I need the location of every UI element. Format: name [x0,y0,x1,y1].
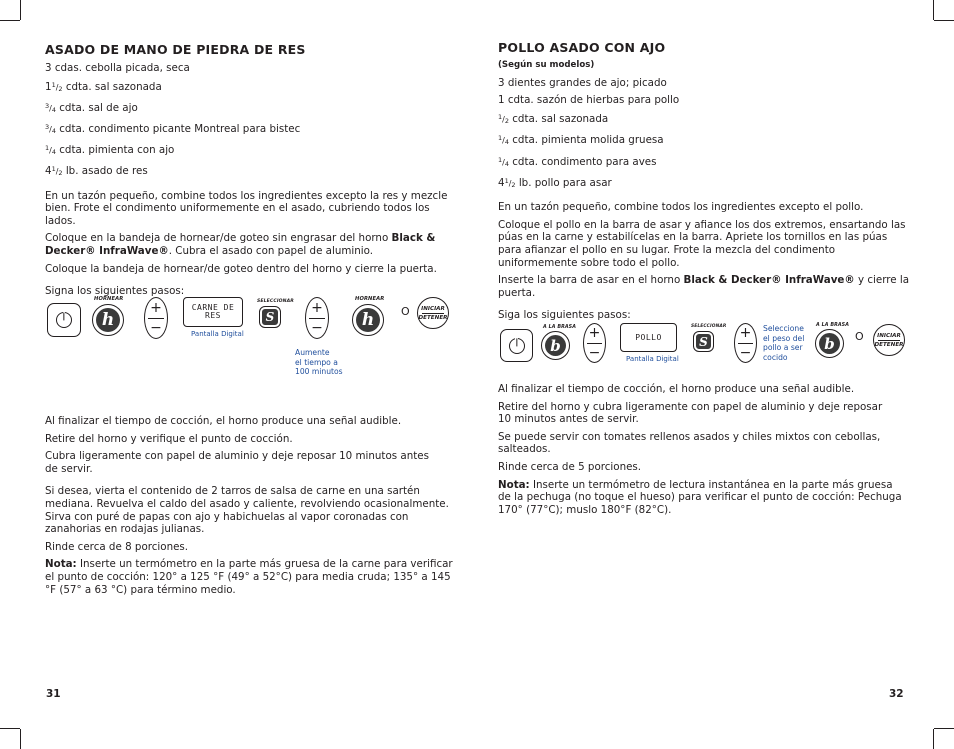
note-line: 100 minutos [295,367,343,376]
instruction-paragraph [45,450,455,475]
ingredient-item [45,62,455,75]
ingredient-text: lb. pollo para asar [515,176,612,189]
digital-display [620,323,677,352]
instruction-paragraph: Coloque la bandeja de hornear/de goteo dentro del horno y cierre la puerta. [45,262,437,275]
instruction-paragraph: Retire del horno y verifique el punto de cocción. [45,432,293,445]
roast-label: A LA BRASA [816,323,850,328]
instruction-paragraph: Se puede servir con tomates rellenos asados y chiles mixtos con cebollas, salteados. [498,430,881,456]
plus-icon: + [311,300,323,316]
fraction-denominator: 2 [58,169,63,178]
ingredient-amount: 1 [45,80,52,93]
recipe-title: ASADO DE MANO DE PIEDRA DE RES [45,42,306,57]
stop-label: DETENER [874,342,904,348]
crop-mark [934,728,954,729]
ingredient-list [45,62,455,180]
ingredient-amount: 4 [498,176,505,189]
right-recipe [498,40,913,327]
display-caption: Pantalla Digital [626,355,679,363]
ingredient-item [498,154,913,171]
note-line: el tiempo a [295,357,338,367]
ingredient-item [498,175,913,192]
fraction-numerator: 1 [504,176,509,185]
ingredient-item [45,163,455,180]
ingredient-text: cebolla picada, seca [81,61,190,74]
fraction-numerator: 1 [498,155,503,164]
divider [148,318,163,319]
divider [309,318,324,319]
plus-icon: + [588,325,601,341]
minus-icon: − [311,320,323,336]
fraction-numerator: 1 [498,113,503,122]
minus-icon: − [588,345,601,361]
bake-label: HORNEAR [94,296,124,302]
ingredient-text: cdta. pimienta con ajo [55,143,175,156]
ingredient-fraction: $^1/_2$ [51,165,63,178]
text-line: de servir. [45,462,93,475]
brand-name: Black & Decker® InfraWave® [683,274,855,287]
ingredient-amount: 4 [45,165,52,178]
instruction-paragraph: Signa los siguientes pasos: [45,285,185,298]
ingredient-text: cdta. sal de ajo [55,101,138,114]
ingredient-fraction: $^3/_4$ [45,122,56,135]
roast-knob-icon[interactable] [541,331,570,360]
fraction-denominator: 4 [504,138,509,147]
select-label: SELECCIONAR [691,324,727,329]
bake-knob-icon[interactable] [352,304,384,336]
crop-mark [20,729,21,749]
crop-mark [0,20,20,21]
instruction-paragraph: Al finalizar el tiempo de cocción, el horno produce una señal audible. [45,415,402,427]
instruction-paragraph: Si desea, vierta el contenido de 2 tarros de salsa de carne en una sartén mediana. Revuelva el caldo del asado y caliente, revolviendo ocasionalmente. Sirva con puré de papas con ajo y habichuelas al vapor coronadas con zanahorias en rodajas julianas. [45,485,449,536]
select-label: SELECCIONAR [257,299,294,304]
stop-label: DETENER [418,315,448,321]
ingredient-item [45,79,455,96]
plus-icon: + [739,325,752,341]
divider [878,340,901,341]
ingredient-text: lb. asado de res [62,165,148,178]
control-panel-right [498,320,913,370]
fraction-denominator: 2 [504,117,509,126]
bake-knob-icon[interactable] [92,304,124,336]
plus-icon: + [150,300,162,316]
ingredient-item [45,100,455,117]
instruction-paragraph [45,232,455,257]
start-label: INICIAR [877,333,901,339]
text-span: y cierre la puerta. [498,274,910,299]
ingredient-text: dientes grandes de ajo; picado [504,77,667,90]
display-caption: Pantalla Digital [191,330,244,338]
instruction-paragraph [498,401,913,426]
ingredient-item [498,77,913,90]
ingredient-fraction: $^1/_4$ [498,134,509,147]
bake-label: HORNEAR [355,296,385,302]
start-label: INICIAR [421,306,445,312]
ingredient-fraction: $^1/_2$ [51,80,63,93]
note-paragraph [45,558,455,596]
minus-icon: − [739,345,752,361]
ingredient-text: cdta. condimento picante Montreal para bistec [55,122,301,135]
step-note [763,324,804,362]
note-label: Nota: [45,558,77,571]
right-recipe-continued [498,383,913,521]
brand-name: Black & Decker® InfraWave® [45,232,436,258]
roast-label: A LA BRASA [543,325,577,330]
fraction-denominator: 4 [51,126,56,135]
roast-knob-icon[interactable] [815,329,844,358]
note-line: pollo a ser [763,343,803,352]
page-number: 32 [889,688,904,700]
divider [422,313,445,314]
instruction-paragraph: Rinde cerca de 8 porciones. [45,540,189,553]
ingredient-amount: 3 [498,77,505,90]
ingredient-item [498,111,913,128]
left-recipe [45,40,455,303]
control-panel-left [45,294,460,384]
ingredient-item [498,94,913,107]
start-stop-button[interactable] [873,324,905,356]
ingredient-item [45,121,455,138]
recipe-subtitle: (Según su modelos) [498,59,595,70]
fraction-denominator: 2 [511,180,516,189]
ingredient-fraction: $^1/_2$ [498,113,509,126]
fraction-denominator: 4 [51,105,56,114]
note-text: Inserte un termómetro en la parte más gruesa de la carne para verificar el punto de cocción: 120° a 125 °F (49° a 52°C) para media cruda; 135° a 145 °F (57° a 63 °C) para término medio. [45,558,453,596]
instruction-paragraph: En un tazón pequeño, combine todos los ingredientes excepto la res y mezcle bien. Frote el condimento uniformemente en el asado, cubriendo todos los lados. [45,189,448,227]
ingredient-text: cdta. pimienta molida gruesa [508,134,664,147]
knob-letter: b [545,335,566,356]
ingredient-fraction: $^1/_4$ [498,155,509,168]
or-text: O [401,305,410,318]
ingredient-text: cdta. sazón de hierbas para pollo [504,94,680,107]
note-text: Inserte un termómetro de lectura instantánea en la parte más gruesa [529,478,893,491]
plus-minus-button[interactable] [734,323,757,363]
page-number: 31 [46,688,61,700]
fraction-numerator: 3 [45,122,50,131]
power-button[interactable] [500,329,533,362]
ingredient-list [498,77,913,191]
knob-letter: h [96,308,120,332]
fraction-denominator: 2 [58,84,63,93]
plus-minus-button[interactable] [144,297,168,339]
crop-mark [20,0,21,20]
select-button[interactable]: S [694,332,713,351]
fraction-numerator: 3 [45,101,50,110]
note-line: el peso del [763,333,805,343]
power-button[interactable] [47,303,81,337]
instruction-paragraph: Coloque el pollo en la barra de asar y afiance los dos extremos, ensartando las púas en la carne y estabilícelas en la barra. Apriete los tornillos en las púas para afianzar el pollo en su lugar. Frote la mezcla del condimento uniformemente sobre todo el pollo. [498,218,906,269]
instruction-paragraph: Siga los siguientes pasos: [498,309,631,322]
fraction-numerator: 1 [45,143,50,152]
display-text [192,304,235,320]
select-button[interactable]: S [260,307,280,327]
text-line: 10 minutos antes de servir. [498,413,639,426]
text-line: Retire del horno y cubra ligeramente con papel de aluminio y deje reposar [498,400,883,413]
crop-mark [933,0,934,20]
text-span: . Cubra el asado con papel de aluminio. [168,245,374,258]
power-icon-line [516,338,517,346]
start-stop-button[interactable] [417,297,449,329]
or-text: O [855,330,864,343]
digital-display [183,297,243,327]
ingredient-fraction: $^1/_2$ [504,176,516,189]
ingredient-fraction: $^3/_4$ [45,101,56,114]
note-line: cocido [763,352,788,362]
left-recipe-continued [45,415,455,601]
note-line: Seleccione [763,324,804,333]
ingredient-item [45,142,455,159]
recipe-title: POLLO ASADO CON AJO [498,40,666,55]
text-span: Inserte la barra de asar en el horno [498,274,684,287]
divider [587,343,602,344]
fraction-numerator: 1 [498,134,503,143]
display-line: CARNE DE [191,303,235,312]
ingredient-text: cdta. condimento para aves [508,155,657,168]
instruction-paragraph: Rinde cerca de 5 porciones. [498,460,642,473]
note-line: Aumente [295,348,330,357]
fraction-denominator: 4 [51,147,56,156]
text-span: Coloque en la bandeja de hornear/de goteo sin engrasar del horno [45,232,392,245]
crop-mark [0,728,20,729]
instruction-paragraph [498,274,913,299]
display-text: POLLO [635,332,662,342]
minus-icon: − [150,320,162,336]
plus-minus-button[interactable] [583,323,606,363]
power-icon-line [63,312,64,320]
instruction-paragraph: En un tazón pequeño, combine todos los ingredientes excepto el pollo. [498,201,864,214]
fraction-numerator: 1 [51,80,56,89]
fraction-numerator: 1 [51,165,56,174]
text-line: Cubra ligeramente con papel de aluminio y deje reposar 10 minutos antes [45,450,429,463]
ingredient-amount: 3 cdas. [45,61,82,74]
plus-minus-button[interactable] [305,297,329,339]
note-paragraph [498,479,913,517]
crop-mark [934,20,954,21]
ingredient-item [498,132,913,149]
ingredient-text: cdta. sal sazonada [508,113,609,126]
crop-mark [933,729,934,749]
display-line: RES [205,311,221,320]
fraction-denominator: 4 [504,159,509,168]
divider [738,343,753,344]
ingredient-text: cdta. sal sazonada [62,80,162,93]
ingredient-amount: 1 [498,94,505,107]
instruction-paragraph: Al finalizar el tiempo de cocción, el horno produce una señal audible. [498,383,855,395]
knob-letter: b [819,333,840,354]
knob-letter: h [356,308,380,332]
note-label: Nota: [498,478,530,491]
ingredient-fraction: $^1/_4$ [45,143,56,156]
step-note [295,348,343,377]
note-text: de la pechuga (no toque el hueso) para verificar el punto de cocción: Pechuga 170° (77°C); muslo 180°F (82°C). [498,491,902,516]
